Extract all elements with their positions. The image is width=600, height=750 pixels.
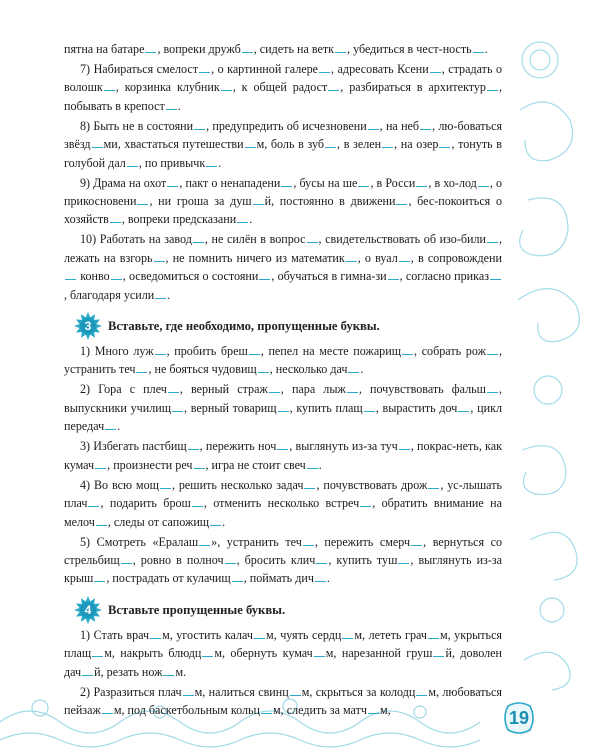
answer-blank[interactable] [430, 63, 441, 73]
exercise-content [64, 40, 502, 721]
answer-blank[interactable] [95, 459, 106, 469]
text-fragment: , в Росси [370, 175, 416, 190]
text-fragment: 8) Быть не в состояни [80, 118, 194, 133]
answer-blank[interactable] [193, 233, 204, 243]
answer-blank[interactable] [136, 363, 147, 373]
task-3-header [64, 316, 502, 336]
text-fragment: , пробить бреш [166, 344, 248, 359]
text-fragment: , в хо-лод [428, 175, 477, 190]
text-fragment: м, скрыться за колодц [301, 684, 416, 699]
answer-blank[interactable] [96, 516, 107, 526]
text-fragment: , почувствовать дрож [316, 477, 428, 492]
text-fragment: , собрать рож [414, 344, 486, 359]
answer-blank[interactable] [102, 704, 113, 714]
text-fragment: , бросить клич [236, 552, 316, 567]
text-fragment: , предупредить об исчезновени [206, 118, 367, 133]
text-fragment: , ровно в полноч [132, 552, 224, 567]
answer-blank[interactable] [420, 120, 431, 130]
answer-blank[interactable] [490, 270, 501, 280]
task-number-badge [78, 600, 98, 620]
text-fragment: , о прикосновени [64, 175, 503, 209]
text-fragment: , произнести реч [107, 457, 193, 472]
answer-blank[interactable] [65, 270, 76, 280]
text-fragment: конво [77, 269, 110, 284]
answer-blank[interactable] [155, 289, 166, 299]
text-fragment: 1) Много луж [80, 344, 154, 359]
answer-blank[interactable] [315, 572, 326, 582]
answer-blank[interactable] [225, 554, 236, 564]
answer-blank[interactable] [347, 383, 358, 393]
answer-blank[interactable] [249, 345, 260, 355]
task-4-items [64, 626, 502, 720]
text-fragment: , осведомиться о состояни [122, 269, 259, 284]
answer-blank[interactable] [360, 497, 371, 507]
answer-blank[interactable] [358, 177, 369, 187]
answer-blank[interactable] [335, 43, 346, 53]
answer-blank[interactable] [399, 440, 410, 450]
answer-blank[interactable] [487, 383, 498, 393]
answer-blank[interactable] [290, 686, 301, 696]
text-fragment: , вернуться со стрельбищ [64, 534, 503, 567]
text-fragment: ми, хвастаться путешестви [103, 137, 244, 152]
answer-blank[interactable] [428, 479, 439, 489]
text-fragment: », устранить теч [211, 534, 302, 549]
exercise-item [64, 533, 502, 588]
text-fragment: , вырастить доч [375, 400, 458, 415]
exercise-2-continuation [64, 40, 502, 304]
exercise-item [64, 380, 502, 435]
text-fragment: пятна на батаре [64, 42, 145, 56]
answer-blank[interactable] [346, 252, 357, 262]
text-fragment: , подарить брош [100, 496, 191, 511]
exercise-item [64, 683, 502, 720]
answer-blank[interactable] [194, 120, 205, 130]
page-number: 19 [502, 702, 536, 734]
exercise-item [64, 40, 502, 58]
answer-blank[interactable] [269, 383, 280, 393]
text-fragment: , адресовать Ксени [331, 62, 429, 76]
text-fragment: , пакт о ненападени [179, 175, 281, 190]
text-fragment: , почувствовать фальш [358, 382, 486, 397]
answer-blank[interactable] [411, 536, 422, 546]
answer-blank[interactable] [458, 402, 469, 412]
answer-blank[interactable] [253, 195, 264, 205]
exercise-item [64, 476, 502, 531]
text-fragment: , решить несколько задач [171, 477, 304, 492]
answer-blank[interactable] [478, 177, 489, 187]
text-fragment: м, следить за матч [273, 702, 367, 717]
exercise-item [64, 230, 502, 304]
text-fragment: , страдать о волошк [64, 62, 503, 95]
task-3-items [64, 342, 502, 588]
text-fragment: м, чуять сердц [266, 627, 342, 642]
text-fragment: й, резать нож [94, 664, 163, 679]
task-4-header [64, 600, 502, 620]
text-fragment: , бусы на ше [293, 175, 358, 190]
answer-blank[interactable] [210, 516, 221, 526]
answer-blank[interactable] [163, 666, 174, 676]
text-fragment: , корзинка клубник [115, 80, 220, 95]
text-fragment: , по привычк [138, 155, 206, 170]
text-fragment: , купить плащ [289, 400, 363, 415]
text-fragment: , бес-покоиться о хозяйств [64, 194, 502, 227]
text-fragment: 2) Гора с плеч [80, 382, 167, 397]
answer-blank[interactable] [127, 157, 138, 167]
answer-blank[interactable] [145, 43, 156, 53]
text-fragment: , на озер [394, 137, 439, 152]
answer-blank[interactable] [155, 345, 166, 355]
text-fragment: , не силён в вопрос [204, 232, 306, 247]
text-fragment: , к общей радост [232, 80, 328, 95]
text-fragment: , цикл передач [64, 400, 502, 434]
answer-blank[interactable] [328, 81, 339, 91]
text-fragment: . [117, 419, 121, 434]
text-fragment: , следы от сапожищ [107, 514, 210, 529]
answer-blank[interactable] [473, 43, 484, 53]
text-fragment: , поймать дич [243, 571, 314, 586]
text-fragment: , вопреки дружб [157, 42, 241, 56]
text-fragment: . [326, 571, 330, 586]
answer-blank[interactable] [402, 345, 413, 355]
text-fragment: , вопреки предсказани [121, 212, 237, 227]
answer-blank[interactable] [92, 138, 103, 148]
answer-blank[interactable] [342, 629, 353, 639]
answer-blank[interactable] [304, 479, 315, 489]
text-fragment: , на неб [379, 118, 420, 133]
text-fragment: , благодаря усили [64, 287, 155, 302]
answer-blank[interactable] [368, 120, 379, 130]
text-fragment: м, обернуть кумач [214, 646, 313, 661]
answer-blank[interactable] [154, 252, 165, 262]
text-fragment: . [249, 212, 253, 227]
answer-blank[interactable] [94, 572, 105, 582]
text-fragment: , не бояться чудовищ [148, 362, 257, 377]
text-fragment: . [222, 514, 226, 529]
answer-blank[interactable] [121, 554, 132, 564]
answer-blank[interactable] [150, 629, 161, 639]
text-fragment: й, постоянно в движени [264, 194, 396, 209]
text-fragment: , выглянуть из-за крыш [64, 552, 502, 586]
answer-blank[interactable] [199, 63, 210, 73]
answer-blank[interactable] [245, 138, 256, 148]
text-fragment: , покрас-неть, как кумач [64, 439, 502, 472]
text-fragment: , обучаться в гимна-зи [271, 269, 387, 284]
task-number: 4 [84, 602, 92, 617]
answer-blank[interactable] [487, 345, 498, 355]
answer-blank[interactable] [105, 420, 116, 430]
answer-blank[interactable] [325, 138, 336, 148]
answer-blank[interactable] [104, 81, 115, 91]
text-fragment: , в сопровождени [410, 250, 502, 265]
text-fragment: , выглянуть из-за туч [289, 439, 398, 454]
answer-blank[interactable] [316, 554, 327, 564]
answer-blank[interactable] [199, 536, 210, 546]
task-title: Вставьте, где необходимо, пропущенные буквы. [108, 318, 380, 333]
text-fragment: , пара лыж [280, 382, 346, 397]
answer-blank[interactable] [439, 138, 450, 148]
text-fragment: м, под баскетбольным кольц [113, 702, 261, 717]
text-fragment: , верный страж [179, 382, 268, 397]
text-fragment: , в зелен [337, 137, 382, 152]
answer-blank[interactable] [281, 177, 292, 187]
text-fragment: м, боль в зуб [256, 137, 325, 152]
answer-blank[interactable] [92, 647, 103, 657]
text-fragment: , несколько дач [269, 362, 348, 377]
answer-blank[interactable] [254, 629, 265, 639]
answer-blank[interactable] [396, 195, 407, 205]
answer-blank[interactable] [319, 63, 330, 73]
answer-blank[interactable] [110, 213, 121, 223]
answer-blank[interactable] [166, 100, 177, 110]
text-fragment: м, [379, 702, 391, 717]
text-fragment: , свидетельствовать об изо-били [318, 232, 486, 247]
text-fragment: 2) Разразиться плач [80, 684, 182, 699]
answer-blank[interactable] [303, 536, 314, 546]
text-fragment: , ни гроша за душ [149, 194, 252, 209]
answer-blank[interactable] [242, 43, 253, 53]
text-fragment: , согласно приказ [399, 269, 489, 284]
text-fragment: . [218, 155, 222, 170]
exercise-item [64, 437, 502, 474]
text-fragment: , тонуть в голубой дал [64, 137, 502, 170]
text-fragment: , ус-лышать плач [64, 477, 503, 511]
answer-blank[interactable] [237, 213, 248, 223]
text-fragment: , пепел на месте пожарищ [260, 344, 402, 359]
answer-blank[interactable] [88, 497, 99, 507]
answer-blank[interactable] [368, 704, 379, 714]
answer-blank[interactable] [261, 704, 272, 714]
text-fragment: , обратить внимание на мелоч [64, 496, 503, 529]
answer-blank[interactable] [188, 440, 199, 450]
answer-blank[interactable] [307, 459, 318, 469]
text-fragment: . [360, 362, 364, 377]
exercise-item [64, 60, 502, 115]
exercise-item [64, 626, 502, 681]
answer-blank[interactable] [364, 402, 375, 412]
answer-blank[interactable] [202, 647, 213, 657]
text-fragment: , пострадать от кулачищ [106, 571, 231, 586]
text-fragment: , устранить теч [64, 344, 502, 377]
text-fragment: , не помнить ничего из математик [165, 250, 345, 265]
answer-blank[interactable] [258, 363, 269, 373]
answer-blank[interactable] [307, 233, 318, 243]
answer-blank[interactable] [487, 81, 498, 91]
answer-blank[interactable] [278, 402, 289, 412]
text-fragment: 3) Избегать пастбищ [80, 439, 187, 454]
text-fragment: , сидеть на ветк [253, 42, 335, 56]
text-fragment: , о вуал [357, 250, 398, 265]
answer-blank[interactable] [111, 270, 122, 280]
text-fragment: м, нарезанной груш [325, 646, 433, 661]
text-fragment: 9) Драма на охот [80, 175, 167, 190]
text-fragment: , лежать на взгорь [64, 232, 503, 265]
text-fragment: . [177, 98, 181, 113]
text-fragment: 4) Во всю мощ [80, 477, 159, 492]
text-fragment: , игра не стоит свеч [205, 457, 306, 472]
text-fragment: 5) Смотреть «Ералаш [80, 534, 199, 549]
text-fragment: , выпускники училищ [64, 382, 502, 415]
task-number-badge [78, 316, 98, 336]
answer-blank[interactable] [194, 459, 205, 469]
text-fragment: , разбираться в архитектур [340, 80, 486, 95]
answer-blank[interactable] [428, 629, 439, 639]
text-fragment: , побывать в крепост [64, 80, 502, 113]
text-fragment: . [167, 287, 171, 302]
text-fragment: . [484, 42, 488, 56]
answer-blank[interactable] [416, 686, 427, 696]
text-fragment: м, любоваться пейзаж [64, 684, 502, 717]
text-fragment: 7) Набираться смелост [80, 62, 199, 76]
text-fragment: м, угостить калач [162, 627, 253, 642]
task-number: 3 [84, 319, 92, 334]
text-fragment: . [318, 457, 322, 472]
answer-blank[interactable] [160, 479, 171, 489]
task-title: Вставьте пропущенные буквы. [108, 602, 286, 617]
answer-blank[interactable] [167, 177, 178, 187]
answer-blank[interactable] [416, 177, 427, 187]
text-fragment: , убедиться в чест-ность [347, 42, 472, 56]
answer-blank[interactable] [259, 270, 270, 280]
answer-blank[interactable] [82, 666, 93, 676]
text-fragment: , верный товарищ [184, 400, 277, 415]
text-fragment: , лю-боваться звёзд [64, 118, 503, 152]
answer-blank[interactable] [277, 440, 288, 450]
text-fragment: 1) Стать врач [80, 627, 150, 642]
text-fragment: , купить туш [328, 552, 398, 567]
exercise-item [64, 342, 502, 379]
answer-blank[interactable] [172, 402, 183, 412]
answer-blank[interactable] [487, 233, 498, 243]
answer-blank[interactable] [232, 572, 243, 582]
text-fragment: , о картинной галере [211, 62, 319, 76]
text-fragment: м, налиться свинц [194, 684, 289, 699]
answer-blank[interactable] [183, 686, 194, 696]
answer-blank[interactable] [382, 138, 393, 148]
answer-blank[interactable] [399, 252, 410, 262]
exercise-item [64, 174, 502, 229]
text-fragment: м. [175, 664, 187, 679]
answer-blank[interactable] [221, 81, 232, 91]
answer-blank[interactable] [398, 554, 409, 564]
text-fragment: м, лететь грач [354, 627, 427, 642]
text-fragment: , пережить ноч [199, 439, 277, 454]
text-fragment: , пережить смерч [314, 534, 411, 549]
answer-blank[interactable] [206, 157, 217, 167]
answer-blank[interactable] [388, 270, 399, 280]
text-fragment: , отменить несколько встреч [203, 496, 360, 511]
answer-blank[interactable] [433, 647, 444, 657]
answer-blank[interactable] [137, 195, 148, 205]
exercise-item [64, 117, 502, 172]
answer-blank[interactable] [192, 497, 203, 507]
answer-blank[interactable] [314, 647, 325, 657]
text-fragment: м, накрыть блюдц [104, 646, 202, 661]
text-fragment: м, укрыться плащ [64, 627, 502, 661]
text-fragment: 10) Работать на завод [80, 232, 192, 247]
text-fragment: й, доволен дач [64, 646, 502, 679]
answer-blank[interactable] [348, 363, 359, 373]
answer-blank[interactable] [168, 383, 179, 393]
